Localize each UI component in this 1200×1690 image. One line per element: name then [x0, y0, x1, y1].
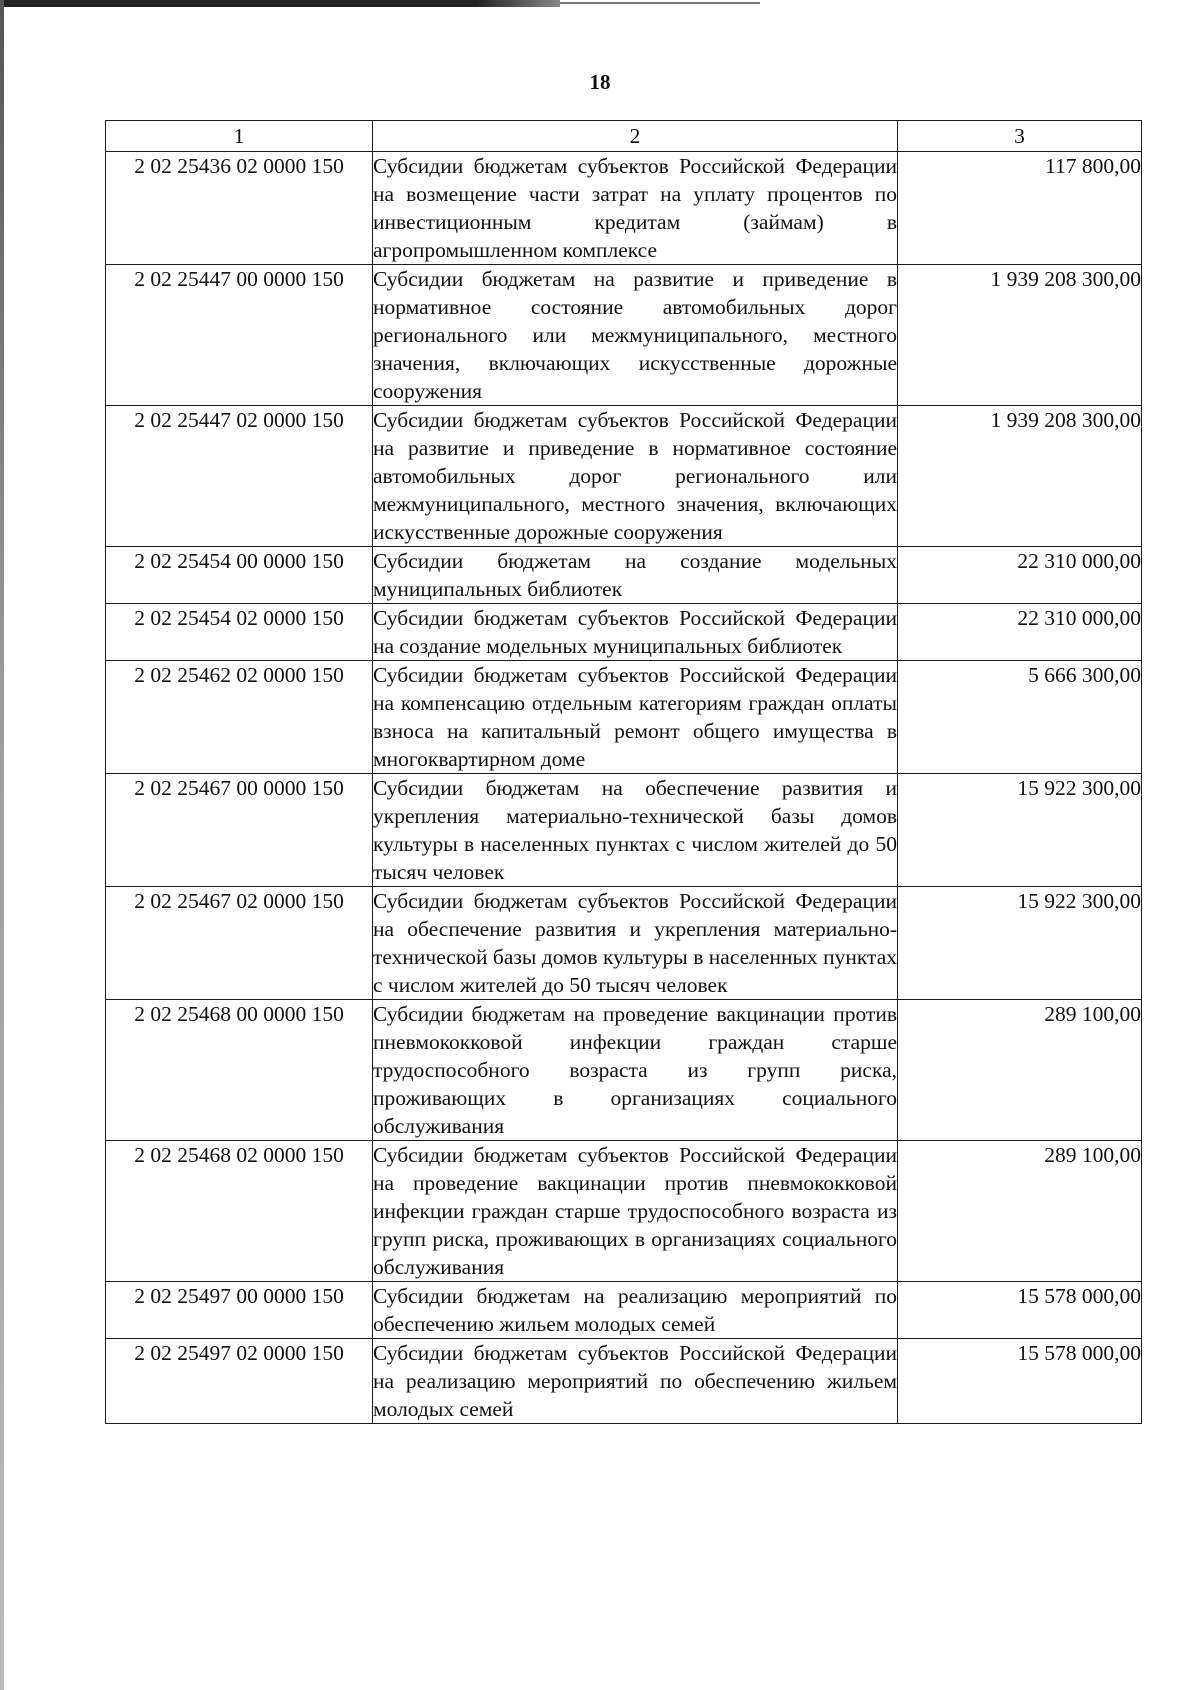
table-row	[106, 152, 1142, 265]
budget-code: 2 02 25468 02 0000 150	[106, 1141, 373, 1282]
budget-code: 2 02 25454 00 0000 150	[106, 547, 373, 604]
table-row	[106, 1141, 1142, 1282]
budget-description: Субсидии бюджетам субъектов Российской Федерации на создание модельных муниципальных библиотек	[373, 604, 898, 661]
column-header: 2	[373, 121, 898, 152]
budget-description: Субсидии бюджетам субъектов Российской Федерации на возмещение части затрат на уплату процентов по инвестиционным кредитам (займам) в агропромышленном комплексе	[373, 152, 898, 265]
budget-amount: 289 100,00	[898, 1000, 1142, 1141]
scan-edge	[0, 0, 4, 1690]
budget-description: Субсидии бюджетам субъектов Российской Федерации на проведение вакцинации против пневмококковой инфекции граждан старше трудоспособного возраста из групп риска, проживающих в организациях социального обслуживания	[373, 1141, 898, 1282]
budget-description: Субсидии бюджетам на проведение вакцинации против пневмококковой инфекции граждан старше трудоспособного возраста из групп риска, проживающих в организациях социального обслуживания	[373, 1000, 898, 1141]
scan-edge	[0, 0, 560, 7]
table-row	[106, 1339, 1142, 1424]
table-row	[106, 1000, 1142, 1141]
table-row	[106, 265, 1142, 406]
budget-code: 2 02 25436 02 0000 150	[106, 152, 373, 265]
budget-description: Субсидии бюджетам субъектов Российской Федерации на обеспечение развития и укрепления материально-технической базы домов культуры в населенных пунктах с числом жителей до 50 тысяч человек	[373, 887, 898, 1000]
budget-description: Субсидии бюджетам на развитие и приведение в нормативное состояние автомобильных дорог регионального или межмуниципального, местного значения, включающих искусственные дорожные сооружения	[373, 265, 898, 406]
budget-description: Субсидии бюджетам на обеспечение развития и укрепления материально-технической базы домов культуры в населенных пунктах с числом жителей до 50 тысяч человек	[373, 774, 898, 887]
table-row	[106, 661, 1142, 774]
budget-table	[105, 120, 1142, 1424]
column-header: 3	[898, 121, 1142, 152]
budget-amount: 15 578 000,00	[898, 1282, 1142, 1339]
budget-amount: 1 939 208 300,00	[898, 265, 1142, 406]
table-row	[106, 887, 1142, 1000]
table-row	[106, 774, 1142, 887]
header-row	[106, 121, 1142, 152]
table-row	[106, 547, 1142, 604]
budget-amount: 1 939 208 300,00	[898, 406, 1142, 547]
budget-code: 2 02 25467 02 0000 150	[106, 887, 373, 1000]
budget-description: Субсидии бюджетам на реализацию мероприятий по обеспечению жильем молодых семей	[373, 1282, 898, 1339]
table-row	[106, 604, 1142, 661]
budget-code: 2 02 25462 02 0000 150	[106, 661, 373, 774]
budget-amount: 5 666 300,00	[898, 661, 1142, 774]
budget-description: Субсидии бюджетам на создание модельных муниципальных библиотек	[373, 547, 898, 604]
budget-code: 2 02 25447 00 0000 150	[106, 265, 373, 406]
budget-description: Субсидии бюджетам субъектов Российской Федерации на компенсацию отдельным категориям граждан оплаты взноса на капитальный ремонт общего имущества в многоквартирном доме	[373, 661, 898, 774]
budget-amount: 117 800,00	[898, 152, 1142, 265]
table-row	[106, 406, 1142, 547]
budget-amount: 15 578 000,00	[898, 1339, 1142, 1424]
budget-description: Субсидии бюджетам субъектов Российской Федерации на развитие и приведение в нормативное состояние автомобильных дорог регионального или межмуниципального, местного значения, включающих искусственные дорожные сооружения	[373, 406, 898, 547]
budget-code: 2 02 25447 02 0000 150	[106, 406, 373, 547]
budget-amount: 15 922 300,00	[898, 774, 1142, 887]
budget-code: 2 02 25454 02 0000 150	[106, 604, 373, 661]
column-header: 1	[106, 121, 373, 152]
scan-edge	[560, 2, 760, 4]
budget-code: 2 02 25497 00 0000 150	[106, 1282, 373, 1339]
budget-amount: 289 100,00	[898, 1141, 1142, 1282]
budget-code: 2 02 25468 00 0000 150	[106, 1000, 373, 1141]
budget-amount: 22 310 000,00	[898, 547, 1142, 604]
budget-amount: 15 922 300,00	[898, 887, 1142, 1000]
table-row	[106, 1282, 1142, 1339]
page-number: 18	[589, 70, 611, 94]
budget-code: 2 02 25467 00 0000 150	[106, 774, 373, 887]
budget-description: Субсидии бюджетам субъектов Российской Федерации на реализацию мероприятий по обеспечению жильем молодых семей	[373, 1339, 898, 1424]
budget-amount: 22 310 000,00	[898, 604, 1142, 661]
budget-code: 2 02 25497 02 0000 150	[106, 1339, 373, 1424]
